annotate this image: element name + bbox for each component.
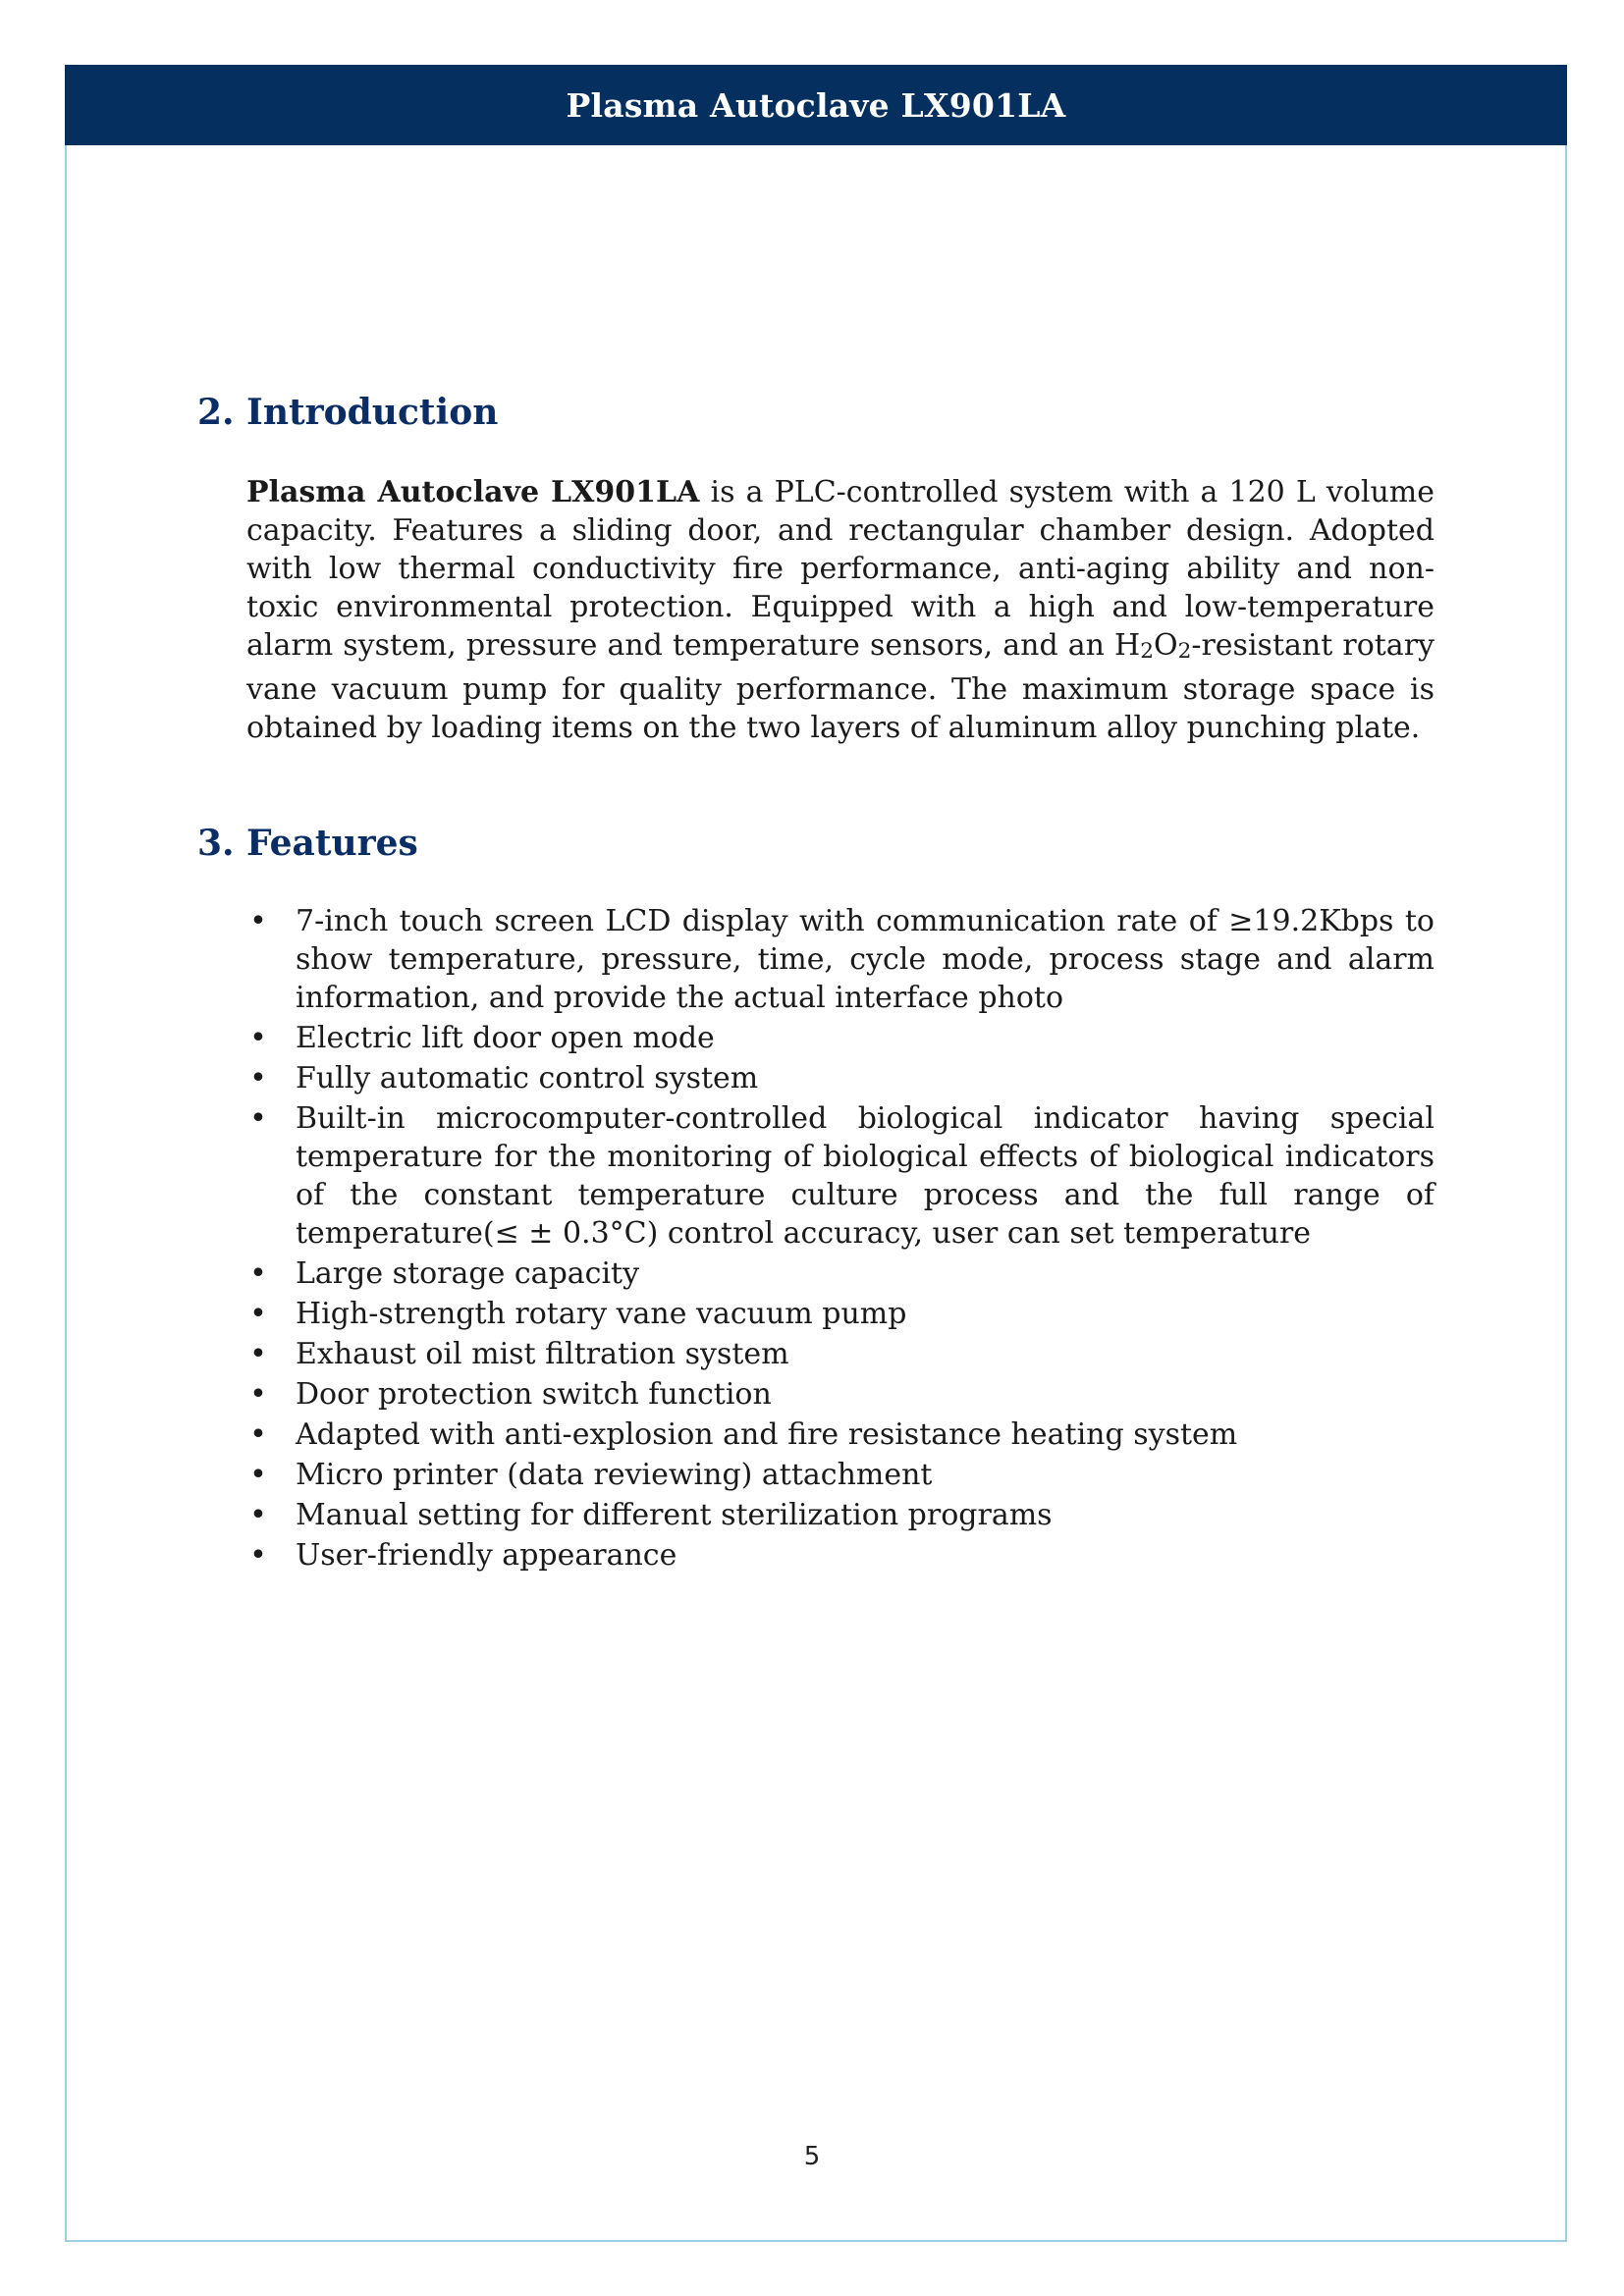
bullet-icon: •	[249, 1061, 267, 1095]
feature-text: User-friendly appearance	[296, 1538, 677, 1573]
product-name: Plasma Autoclave LX901LA	[246, 475, 700, 509]
introduction-section	[197, 392, 1436, 747]
feature-text: High-strength rotary vane vacuum pump	[296, 1297, 907, 1331]
bullet-icon: •	[249, 1256, 267, 1291]
feature-list-item	[246, 1295, 1435, 1333]
document-title: Plasma Autoclave LX901LA	[566, 85, 1066, 125]
features-number: 3.	[197, 823, 235, 864]
feature-text: 7-inch touch screen LCD display with communication rate of ≥19.2Kbps to show temperature, pressure, time, cycle mode, process stage and alarm information, and provide the actual interface photo	[296, 904, 1435, 1015]
introduction-text-part2: O	[1153, 628, 1178, 663]
bullet-icon: •	[249, 1498, 267, 1532]
introduction-number: 2.	[197, 392, 235, 433]
bullet-icon: •	[249, 1458, 267, 1492]
introduction-text-part1: is a PLC-controlled system with a 120 L volume capacity. Features a sliding door, and rectangular chamber design. Adopted with low thermal conductivity fire performance, anti-aging ability and non-toxic environmental protection. Equipped with a high and low-temperature alarm system, pressure and temperature sensors, and an H	[246, 475, 1435, 663]
feature-text: Large storage capacity	[296, 1256, 640, 1291]
bullet-icon: •	[249, 1021, 267, 1055]
features-heading	[197, 823, 1436, 864]
bullet-icon: •	[249, 1417, 267, 1452]
feature-list-item	[246, 902, 1435, 1017]
introduction-heading	[197, 392, 1436, 433]
bullet-icon: •	[249, 1297, 267, 1331]
feature-text: Fully automatic control system	[296, 1061, 759, 1095]
feature-list-item	[246, 1415, 1435, 1454]
introduction-title: Introduction	[246, 392, 499, 433]
document-header	[65, 65, 1567, 145]
bullet-icon: •	[249, 1337, 267, 1371]
feature-list-item	[246, 1496, 1435, 1534]
feature-text: Manual setting for different sterilization programs	[296, 1498, 1053, 1532]
feature-list-item	[246, 1059, 1435, 1097]
feature-list-item	[246, 1099, 1435, 1253]
bullet-icon: •	[249, 1538, 267, 1573]
introduction-paragraph	[246, 473, 1435, 747]
feature-text: Built-in microcomputer-controlled biological indicator having special temperature for the monitoring of biological effects of biological indicators of the constant temperature culture process and the full range of temperature(≤ ± 0.3°C) control accuracy, user can set temperature	[296, 1101, 1435, 1251]
feature-list-item	[246, 1255, 1435, 1293]
introduction-text-part3: -resistant rotary vane vacuum pump for quality performance. The maximum storage space is obtained by loading items on the two layers of aluminum alloy punching plate.	[246, 628, 1435, 746]
bullet-icon: •	[249, 904, 267, 938]
feature-text: Electric lift door open mode	[296, 1021, 715, 1055]
page-number: 5	[803, 2142, 821, 2171]
subscript-2-second: 2	[1177, 639, 1192, 665]
feature-text: Exhaust oil mist filtration system	[296, 1337, 789, 1371]
feature-list-item	[246, 1456, 1435, 1494]
feature-text: Door protection switch function	[296, 1377, 772, 1412]
bullet-icon: •	[249, 1377, 267, 1412]
subscript-2-first: 2	[1140, 639, 1154, 665]
feature-text: Adapted with anti-explosion and fire resistance heating system	[296, 1417, 1238, 1452]
feature-list-item	[246, 1019, 1435, 1057]
feature-list-item	[246, 1536, 1435, 1575]
features-section	[197, 823, 1436, 1576]
features-title: Features	[246, 823, 418, 864]
feature-text: Micro printer (data reviewing) attachment	[296, 1458, 933, 1492]
bullet-icon: •	[249, 1101, 267, 1136]
feature-list-item	[246, 1375, 1435, 1414]
feature-list-item	[246, 1335, 1435, 1373]
features-list	[246, 902, 1435, 1575]
